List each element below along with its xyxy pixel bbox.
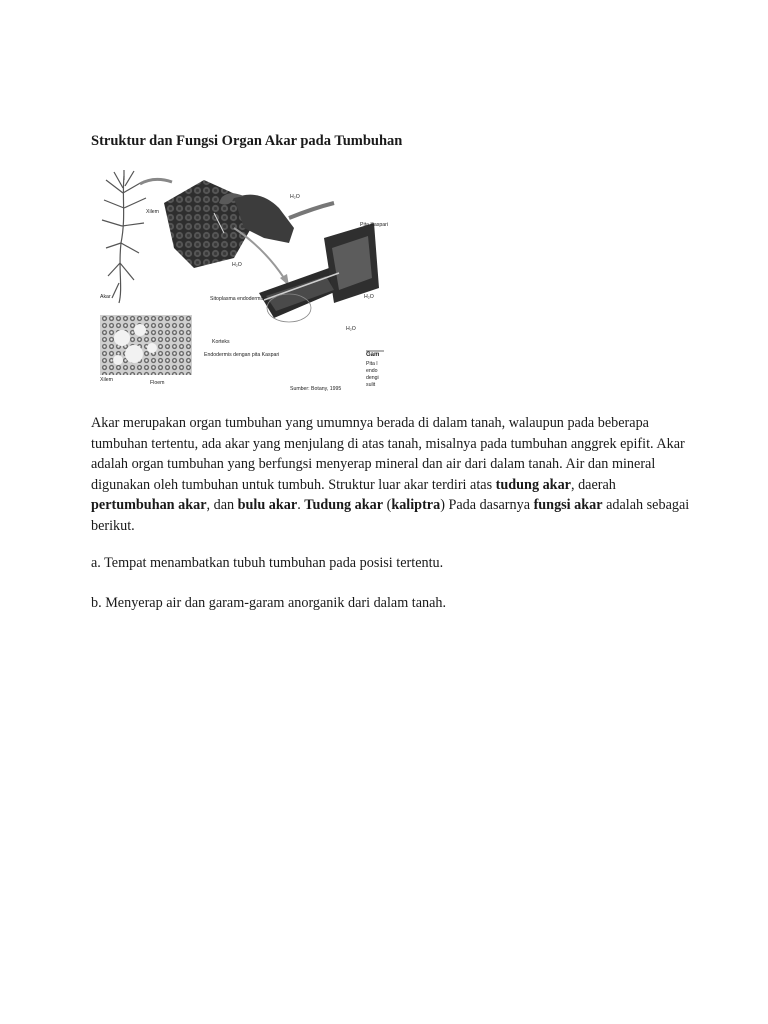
label-h2o-2: H₂O	[232, 262, 242, 268]
text-run: .	[297, 497, 305, 513]
label-pita-kaspari: Pita Kaspari	[360, 222, 388, 228]
term-pertumbuhan-akar: pertumbuhan akar	[91, 497, 207, 513]
text-run: ) Pada dasarnya	[440, 497, 534, 513]
term-kaliptra: kaliptra	[391, 497, 441, 513]
list-item-b: b. Menyerap air dan garam-garam anorganik dari dalam tanah.	[91, 595, 447, 611]
label-h2o-3: H₂O	[364, 294, 374, 300]
root-illustration	[102, 170, 146, 303]
caption-line: dengi	[366, 375, 379, 381]
label-sumber: Sumber: Botany, 1995	[290, 386, 342, 392]
term-bulu-akar: bulu akar	[237, 497, 298, 513]
caption-head: Gam	[366, 352, 380, 358]
text-run: Akar merupakan organ tumbuhan yang umumnya berada di dalam tanah, walaupun pada beberapa tumbuhan tertentu, ada akar yang menjulang di atas tanah, misalnya pada tumbuhan anggrek epifit. Akar adalah organ tumbuhan yang berfungsi menyerap mineral dan air dari dalam tanah. Air dan mineral digunakan oleh tumbuhan untuk tumbuh. Struktur luar akar terdiri atas	[91, 415, 685, 493]
label-korteks: Korteks	[212, 339, 230, 345]
term-fungsi-akar: fungsi akar	[533, 497, 603, 513]
label-xilem-top: Xilem	[146, 209, 159, 215]
text-run: (	[383, 497, 392, 513]
root-structure-figure	[94, 168, 388, 396]
micrograph	[100, 315, 192, 375]
label-floem: Floem	[150, 380, 165, 386]
label-h2o-4: H₂O	[346, 326, 356, 332]
caption-line: sulit	[366, 382, 376, 388]
label-h2o-1: H₂O	[290, 194, 300, 200]
label-endodermis: Endodermis dengan pita Kaspari	[204, 352, 280, 358]
label-sitoplasma: Sitoplasma endodermis	[210, 296, 265, 302]
caption-line: Pita l	[366, 361, 378, 367]
label-xilem-bottom: Xilem	[100, 377, 113, 383]
term-tudung-akar: tudung akar	[495, 476, 571, 493]
document-title: Struktur dan Fungsi Organ Akar pada Tumbuhan	[91, 133, 403, 149]
text-run: , dan	[206, 497, 238, 513]
cross-section-block	[164, 180, 334, 268]
text-run: , daerah	[570, 476, 616, 493]
body-paragraph	[91, 413, 691, 536]
label-akar: Akar	[100, 294, 111, 300]
term-tudung-akar-2: Tudung akar	[304, 497, 384, 513]
text-run: adalah sebagai berikut.	[91, 497, 690, 534]
list-item-a: a. Tempat menambatkan tubuh tumbuhan pada posisi tertentu.	[91, 555, 444, 571]
caption-line: endo	[366, 368, 378, 374]
